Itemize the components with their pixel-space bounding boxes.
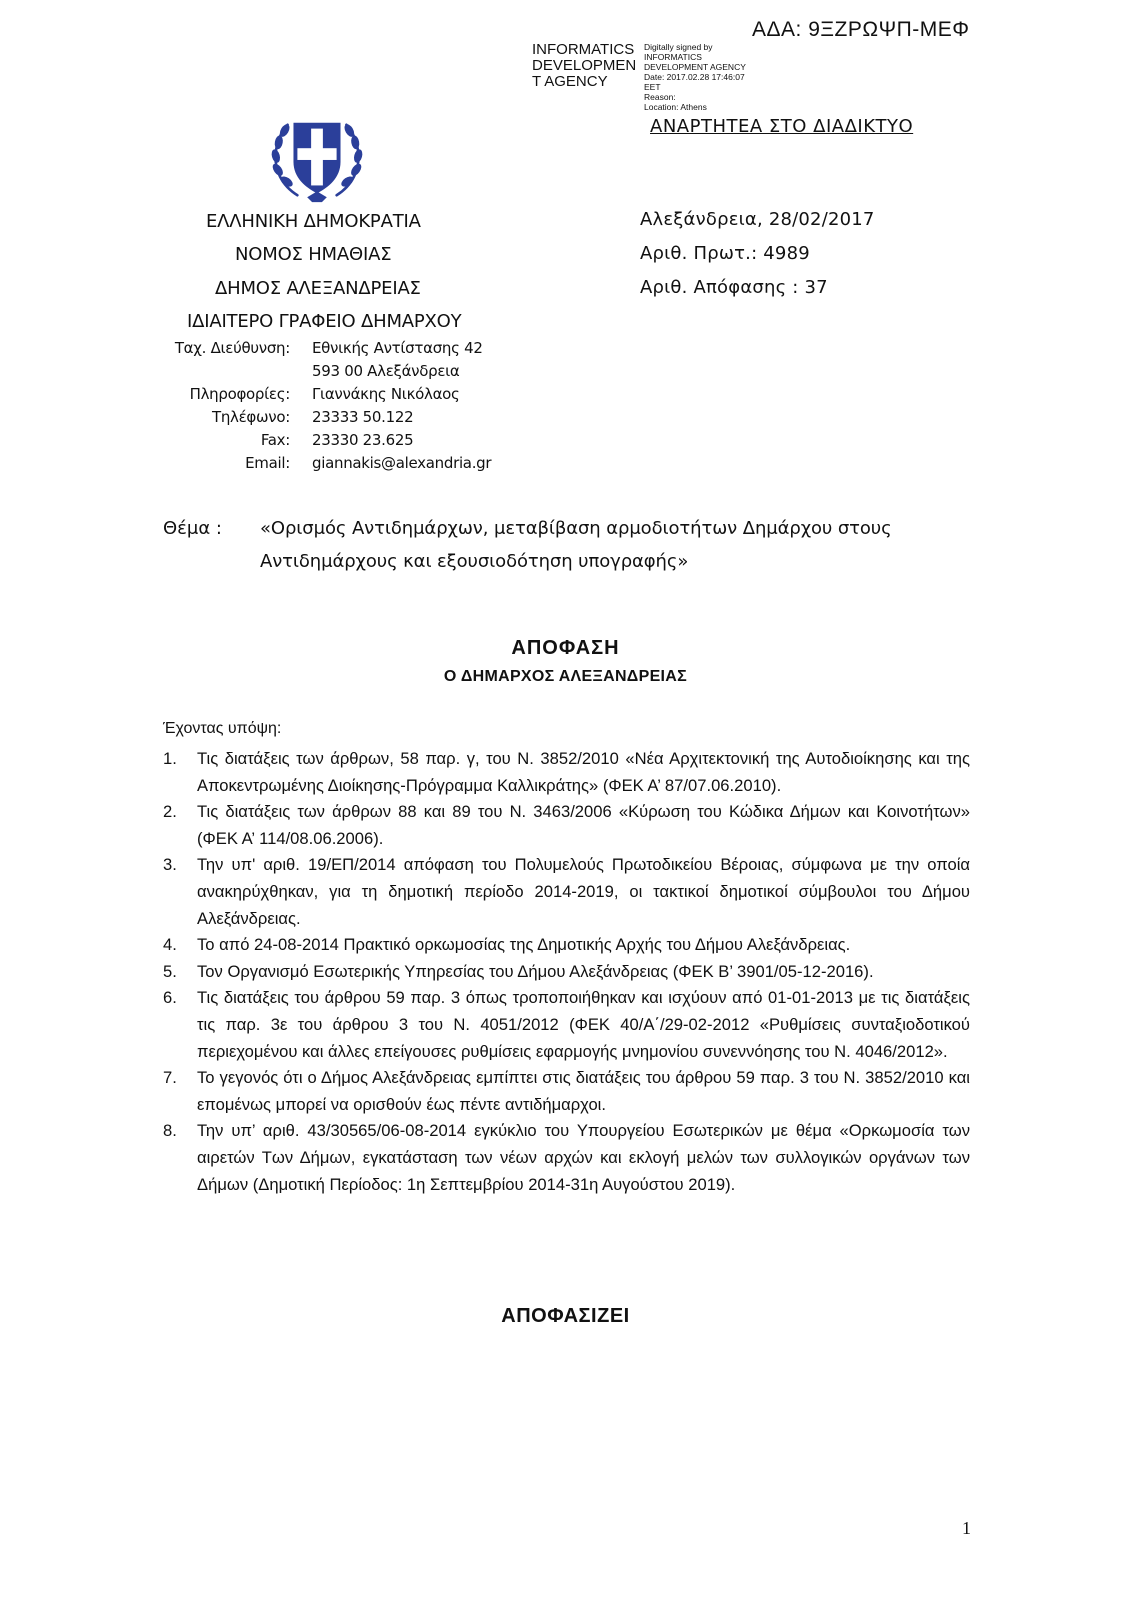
authority-municipality: ΔΗΜΟΣ ΑΛΕΞΑΝΔΡΕΙΑΣ [215,278,421,299]
signature-org-line: T AGENCY [532,73,608,90]
signature-meta-line: DEVELOPMENT AGENCY [644,62,746,72]
item-number: 8. [163,1121,177,1141]
contact-value: 23333 50.122 [312,408,414,426]
item-number: 1. [163,749,177,768]
greek-coat-of-arms-icon [268,108,366,208]
item-number: 4. [163,935,177,955]
item-number: 5. [163,961,177,981]
subject-line: «Ορισμός Αντιδημάρχων, μεταβίβαση αρμοδιοτήτων Δημάρχου στους [260,518,892,539]
contact-value: Γιαννάκης Νικόλαος [312,385,460,403]
contact-value: 593 00 Αλεξάνδρεια [312,362,460,380]
item-text: Το από 24-08-2014 Πρακτικό ορκωμοσίας της Δημοτικής Αρχής του Δήμου Αλεξάνδρειας. [197,935,851,955]
post-online-notice: ΑΝΑΡΤΗΤΕΑ ΣΤΟ ΔΙΑΔΙΚΤΥΟ [650,116,914,137]
item-text: Την υπ' αριθ. 19/ΕΠ/2014 απόφαση του Πολυμελούς Πρωτοδικείου Βέροιας, σύμφωνα με την οποία ανακηρύχθηκαν, για τη δημοτική περίοδο 2014-2019, οι τακτικοί δημοτικοί σύμβουλοι του Δήμου Αλεξάνδρειας. [197,855,970,928]
contact-label: Email: [245,454,290,472]
decision-number: Αριθ. Απόφασης : 37 [640,277,828,298]
signature-meta-line: INFORMATICS [644,52,702,62]
contact-label: Ταχ. Διεύθυνση: [174,339,290,357]
signature-meta-line: EET [644,82,661,92]
signature-meta-line: Reason: [644,92,676,102]
decides-heading: ΑΠΟΦΑΣΙΖΕΙ [501,1305,630,1327]
mayor-title: Ο ΔΗΜΑΡΧΟΣ ΑΛΕΞΑΝΔΡΕΙΑΣ [443,668,688,685]
list-item [163,799,970,852]
contact-label: Τηλέφωνο: [211,408,290,426]
signature-details [644,42,746,112]
considerations-list [163,746,970,1198]
item-text: Το γεγονός ότι ο Δήμος Αλεξάνδρειας εμπίπτει στις διατάξεις του άρθρου 59 παρ. 3 του Ν. 3852/2010 και επομένως μπορεί να ορισθούν έως πέντε αντιδήμαρχοι. [197,1068,970,1114]
contact-email: giannakis@alexandria.gr [312,454,492,472]
authority-office: ΙΔΙΑΙΤΕΡΟ ΓΡΑΦΕΙΟ ΔΗΜΑΡΧΟΥ [187,311,462,332]
list-item [163,746,970,799]
item-text: Τον Οργανισμό Εσωτερικής Υπηρεσίας του Δήμου Αλεξάνδρειας (ΦΕΚ Β’ 3901/05-12-2016). [197,961,874,981]
signature-meta-line: Digitally signed by [644,42,713,52]
considering-heading: Έχοντας υπόψη: [163,720,282,737]
contact-value: 23330 23.625 [312,431,414,449]
list-item [163,1118,970,1198]
page-number: 1 [962,1518,971,1538]
contact-value: Εθνικής Αντίστασης 42 [312,339,483,357]
protocol-number: Αριθ. Πρωτ.: 4989 [640,243,810,264]
list-item [163,932,970,959]
authority-country: ΕΛΛΗΝΙΚΗ ΔΗΜΟΚΡΑΤΙΑ [206,211,421,232]
signature-organization [532,42,636,90]
item-text: Τις διατάξεις του άρθρου 59 παρ. 3 όπως τροποποιήθηκαν και ισχύουν από 01-01-2013 με τις διατάξεις τις παρ. 3ε του άρθρου 3 του Ν. 4051/2012 (ΦΕΚ 40/Α΄/29-02-2012 «Ρυθμίσεις συνταξιοδοτικού περιεχομένου και άλλες επείγουσες ρυθμίσεις εφαρμογής μνημονίου συνεννόησης του Ν. 4046/2012». [197,988,970,1061]
list-item [163,1065,970,1118]
item-text: Τις διατάξεις των άρθρων 88 και 89 του Ν. 3463/2006 «Κύρωση του Κώδικα Δήμων και Κοινοτήτων» (ΦΕΚ Α’ 114/08.06.2006). [197,802,970,848]
subject-line: Αντιδημάρχους και εξουσιοδότηση υπογραφής» [260,551,689,572]
item-number: 7. [163,1068,177,1088]
list-item [163,852,970,932]
signature-org-line: DEVELOPMEN [532,57,637,74]
signature-meta-line: Location: Athens [644,102,707,112]
contact-label: Πληροφορίες: [189,385,290,403]
contact-label: Fax: [260,431,290,449]
subject-label: Θέμα : [163,518,223,539]
item-number: 3. [163,855,177,875]
decision-title: ΑΠΟΦΑΣΗ [511,637,620,659]
item-text: Τις διατάξεις των άρθρων, 58 παρ. γ, του Ν. 3852/2010 «Νέα Αρχιτεκτονική της Αυτοδιοίκησης και της Αποκεντρωμένης Διοίκησης-Πρόγραμμα Καλλικράτης» (ΦΕΚ Α’ 87/07.06.2010). [197,749,970,795]
list-item [163,959,970,986]
item-number: 6. [163,988,177,1008]
authority-prefecture: ΝΟΜΟΣ ΗΜΑΘΙΑΣ [235,244,392,265]
signature-org-line: INFORMATICS [532,41,635,58]
document-date: Αλεξάνδρεια, 28/02/2017 [640,209,875,230]
ada-code: ΑΔΑ: 9ΞΖΡΩΨΠ-ΜΕΦ [752,18,970,41]
signature-meta-line: Date: 2017.02.28 17:46:07 [644,72,745,82]
item-text: Την υπ’ αριθ. 43/30565/06-08-2014 εγκύκλιο του Υπουργείου Εσωτερικών με θέμα «Ορκωμοσία των αιρετών Των Δήμων, εγκατάσταση των νέων αρχών και εκλογή μελών των συλλογικών οργάνων των Δήμων (Δημοτική Περίοδος: 1η Σεπτεμβρίου 2014-31η Αυγούστου 2019). [197,1121,970,1194]
list-item [163,985,970,1065]
item-number: 2. [163,802,177,822]
